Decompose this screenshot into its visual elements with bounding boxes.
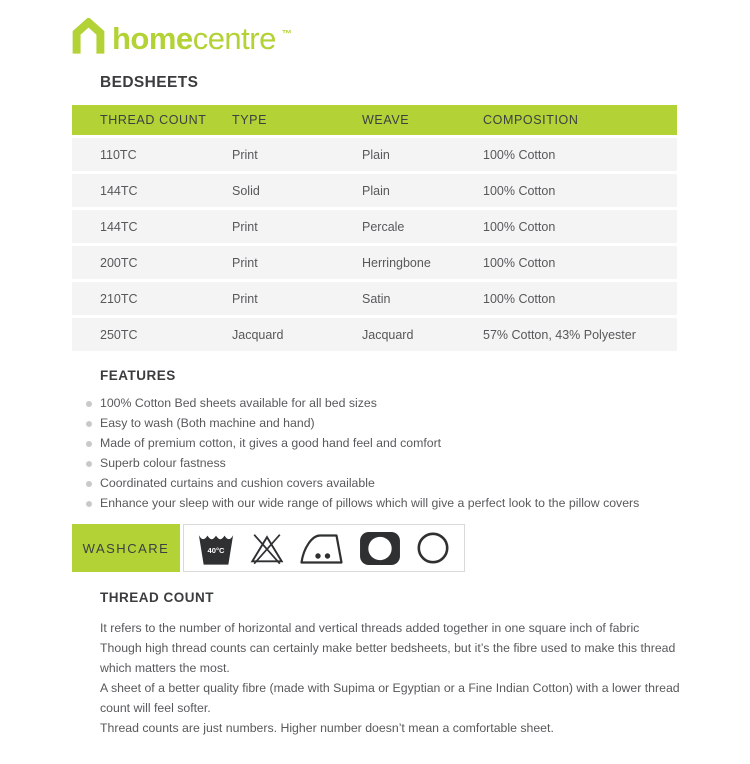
cell-thread-count: 200TC	[100, 255, 138, 270]
table-row	[72, 210, 677, 243]
thread-count-paragraph: A sheet of a better quality fibre (made with Supima or Egyptian or a Fine Indian Cotton) with a lower thread count will feel softer.	[100, 681, 680, 715]
thread-count-paragraph: It refers to the number of horizontal and vertical threads added together in one square inch of fabric	[100, 621, 640, 635]
thread-count-paragraph: Thread counts are just numbers. Higher number doesn’t mean a comfortable sheet.	[100, 721, 554, 735]
table-row	[72, 318, 677, 351]
thread-count-section	[100, 590, 704, 738]
cell-composition: 100% Cotton	[483, 219, 556, 234]
list-item	[100, 476, 750, 491]
cell-type: Print	[232, 219, 258, 234]
brand-wordmark	[112, 21, 276, 56]
cell-weave: Plain	[362, 183, 390, 198]
thread-count-title: THREAD COUNT	[100, 590, 214, 605]
iron-two-dots-icon	[299, 531, 345, 565]
do-not-bleach-icon	[248, 531, 286, 566]
cell-type: Print	[232, 255, 258, 270]
list-item	[100, 396, 750, 411]
bedsheets-spec-table	[72, 102, 677, 354]
cell-composition: 100% Cotton	[483, 291, 556, 306]
cell-weave: Percale	[362, 219, 405, 234]
features-title: FEATURES	[100, 368, 176, 383]
tumble-dry-icon	[358, 530, 402, 567]
col-header-thread-count: THREAD COUNT	[100, 113, 207, 127]
washcare-icons-box	[183, 524, 465, 572]
col-header-weave: WEAVE	[362, 113, 410, 127]
trademark-symbol: ™	[281, 29, 292, 40]
cell-type: Print	[232, 291, 258, 306]
logo-text-centre: centre	[192, 21, 276, 56]
bullet-dot	[86, 421, 92, 427]
col-header-composition: COMPOSITION	[483, 113, 579, 127]
cell-composition: 100% Cotton	[483, 255, 556, 270]
cell-type: Solid	[232, 183, 260, 198]
cell-thread-count: 144TC	[100, 183, 138, 198]
features-list	[100, 396, 750, 511]
feature-text: Coordinated curtains and cushion covers available	[100, 476, 375, 490]
list-item	[100, 456, 750, 471]
bullet-dot	[86, 501, 92, 507]
cell-thread-count: 210TC	[100, 291, 138, 306]
list-item	[100, 416, 750, 431]
dry-clean-icon	[415, 530, 451, 566]
table-row	[72, 138, 677, 171]
cell-type: Jacquard	[232, 327, 284, 342]
cell-weave: Satin	[362, 291, 391, 306]
table-header-row	[72, 105, 677, 135]
cell-composition: 100% Cotton	[483, 183, 556, 198]
col-header-type: TYPE	[232, 113, 268, 127]
cell-thread-count: 250TC	[100, 327, 138, 342]
page-title: BEDSHEETS	[100, 74, 199, 91]
bullet-dot	[86, 441, 92, 447]
bullet-dot	[86, 481, 92, 487]
feature-text: 100% Cotton Bed sheets available for all bed sizes	[100, 396, 377, 410]
features-section	[100, 368, 750, 511]
list-item	[100, 496, 750, 511]
washcare-section	[72, 524, 750, 572]
table-row	[72, 174, 677, 207]
house-icon	[70, 18, 107, 54]
thread-count-paragraph: Though high thread counts can certainly make better bedsheets, but it’s the fibre used to make this thread which matters the most.	[100, 641, 676, 675]
table-row	[72, 246, 677, 279]
cell-composition: 100% Cotton	[483, 147, 556, 162]
feature-text: Easy to wash (Both machine and hand)	[100, 416, 315, 430]
wash-40c-icon	[197, 531, 235, 566]
feature-text: Made of premium cotton, it gives a good hand feel and comfort	[100, 436, 442, 450]
cell-composition: 57% Cotton, 43% Polyester	[483, 327, 636, 342]
bullet-dot	[86, 401, 92, 407]
cell-weave: Herringbone	[362, 255, 431, 270]
brand-logo	[70, 14, 750, 54]
cell-weave: Jacquard	[362, 327, 414, 342]
svg-text:40°C: 40°C	[207, 545, 225, 555]
cell-thread-count: 110TC	[100, 147, 137, 162]
feature-text: Enhance your sleep with our wide range of pillows which will give a perfect look to the pillow covers	[100, 496, 640, 510]
bullet-dot	[86, 461, 92, 467]
washcare-label: WASHCARE	[72, 524, 180, 572]
list-item	[100, 436, 750, 451]
cell-weave: Plain	[362, 147, 390, 162]
logo-text-home: home	[112, 21, 193, 56]
feature-text: Superb colour fastness	[100, 456, 226, 470]
cell-thread-count: 144TC	[100, 219, 138, 234]
cell-type: Print	[232, 147, 258, 162]
table-row	[72, 282, 677, 315]
